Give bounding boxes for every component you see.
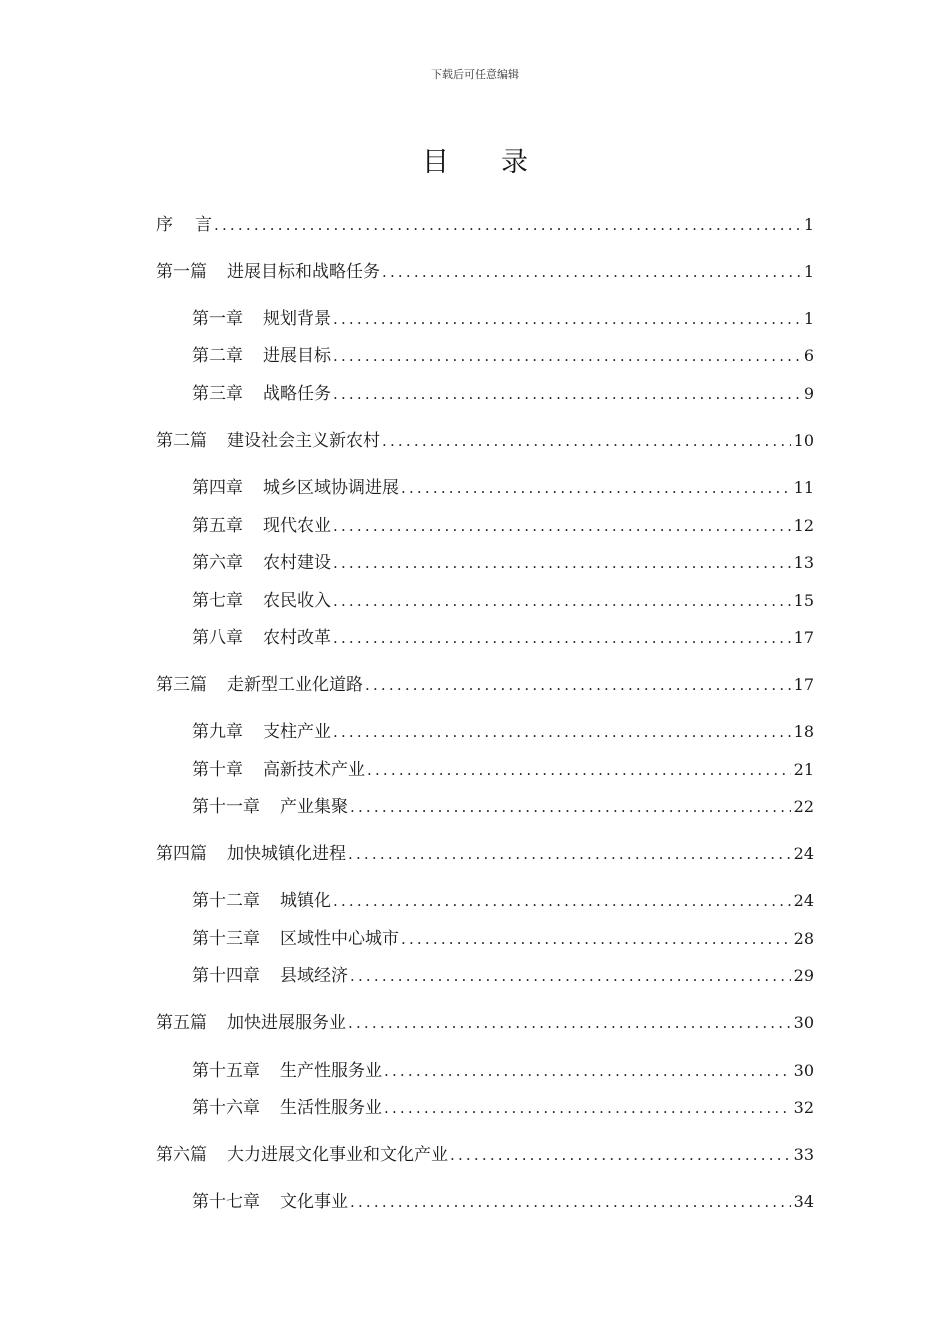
- toc-entry-title: 城乡区域协调进展: [263, 478, 399, 498]
- toc-page-number: 24: [793, 891, 814, 910]
- toc-page-number: 30: [793, 1013, 814, 1032]
- toc-entry-title: 战略任务: [263, 384, 331, 404]
- toc-dot-leader: [333, 721, 791, 743]
- toc-part-entry[interactable]: [156, 843, 814, 865]
- toc-chapter-entry[interactable]: [192, 383, 814, 405]
- toc-entry-title: 加快城镇化进程: [227, 844, 346, 864]
- toc-page-number: 13: [793, 553, 814, 572]
- toc-entry-number: 第十五章: [192, 1061, 260, 1081]
- toc-page-number: 29: [793, 966, 814, 985]
- toc-dot-leader: [350, 1191, 791, 1213]
- toc-entry-number: 第十四章: [192, 966, 260, 986]
- toc-page-number: 12: [793, 516, 814, 535]
- toc-page-number: 1: [803, 309, 814, 328]
- toc-part-entry[interactable]: [156, 261, 814, 283]
- toc-part-entry[interactable]: [156, 430, 814, 452]
- toc-page-number: 32: [793, 1098, 814, 1117]
- toc-dot-leader: [382, 261, 801, 283]
- toc-dot-leader: [450, 1144, 791, 1166]
- toc-dot-leader: [384, 1097, 791, 1119]
- toc-chapter-entry[interactable]: [192, 796, 814, 818]
- toc-chapter-entry[interactable]: [192, 965, 814, 987]
- toc-entry-number: 第三章: [192, 384, 243, 404]
- toc-entry-title: 产业集聚: [280, 797, 348, 817]
- toc-entry-title: 进展目标和战略任务: [227, 262, 380, 282]
- toc-page-number: 30: [793, 1061, 814, 1080]
- toc-dot-leader: [333, 590, 791, 612]
- toc-entry-title: 大力进展文化事业和文化产业: [227, 1145, 448, 1165]
- toc-dot-leader: [333, 308, 801, 330]
- toc-entry-number: 第四篇: [156, 844, 207, 864]
- toc-dot-leader: [333, 627, 791, 649]
- toc-entry-number: 第十七章: [192, 1192, 260, 1212]
- toc-dot-leader: [333, 383, 801, 405]
- toc-page-number: 1: [803, 215, 814, 234]
- toc-entry-title: 农村建设: [263, 553, 331, 573]
- toc-entry-number: 第六篇: [156, 1145, 207, 1165]
- toc-entry-number: 第五篇: [156, 1013, 207, 1033]
- toc-entry-number: 第十二章: [192, 891, 260, 911]
- toc-entry-number: 第四章: [192, 478, 243, 498]
- toc-dot-leader: [384, 1060, 791, 1082]
- toc-dot-leader: [214, 214, 801, 236]
- toc-entry-number: 序: [156, 215, 173, 235]
- toc-entry-number: 第九章: [192, 722, 243, 742]
- toc-entry-title: 走新型工业化道路: [227, 675, 363, 695]
- toc-page-number: 17: [793, 628, 814, 647]
- toc-entry-title: 加快进展服务业: [227, 1013, 346, 1033]
- toc-page-number: 28: [793, 929, 814, 948]
- toc-page-number: 17: [793, 675, 814, 694]
- toc-dot-leader: [348, 843, 791, 865]
- toc-entry-number: 第六章: [192, 553, 243, 573]
- toc-entry-number: 第十三章: [192, 929, 260, 949]
- toc-chapter-entry[interactable]: [192, 345, 814, 367]
- toc-dot-leader: [333, 515, 791, 537]
- toc-chapter-entry[interactable]: [192, 552, 814, 574]
- toc-entry-title: 建设社会主义新农村: [227, 431, 380, 451]
- toc-entry-title: 现代农业: [263, 516, 331, 536]
- toc-entry-title: 农村改革: [263, 628, 331, 648]
- toc-page-number: 24: [793, 844, 814, 863]
- toc-entry-title: 生产性服务业: [280, 1061, 382, 1081]
- toc-dot-leader: [350, 796, 791, 818]
- toc-dot-leader: [382, 430, 791, 452]
- toc-chapter-entry[interactable]: [192, 759, 814, 781]
- toc-entry-title: 生活性服务业: [280, 1098, 382, 1118]
- toc-page-number: 10: [793, 431, 814, 450]
- toc-chapter-entry[interactable]: [192, 515, 814, 537]
- toc-chapter-entry[interactable]: [192, 1060, 814, 1082]
- toc-dot-leader: [333, 890, 791, 912]
- toc-entry-title: 高新技术产业: [263, 760, 365, 780]
- toc-page-number: 11: [793, 478, 814, 497]
- toc-entry-number: 第十一章: [192, 797, 260, 817]
- toc-chapter-entry[interactable]: [192, 890, 814, 912]
- toc-entry-title: 农民收入: [263, 591, 331, 611]
- toc-dot-leader: [348, 1012, 791, 1034]
- toc-chapter-entry[interactable]: [192, 627, 814, 649]
- toc-entry-number: 第十章: [192, 760, 243, 780]
- toc-chapter-entry[interactable]: [192, 928, 814, 950]
- toc-entry-title: 城镇化: [280, 891, 331, 911]
- toc-page-number: 15: [793, 591, 814, 610]
- toc-entry-number: 第八章: [192, 628, 243, 648]
- toc-page-number: 9: [803, 384, 814, 403]
- toc-entry-title: 县域经济: [280, 966, 348, 986]
- page-header-note: 下载后可任意编辑: [431, 68, 519, 81]
- toc-entry-number: 第二章: [192, 346, 243, 366]
- toc-entry-number: 第五章: [192, 516, 243, 536]
- toc-dot-leader: [365, 674, 791, 696]
- toc-page-number: 34: [793, 1192, 814, 1211]
- toc-chapter-entry[interactable]: [192, 308, 814, 330]
- toc-chapter-entry[interactable]: [192, 1097, 814, 1119]
- toc-chapter-entry[interactable]: [192, 590, 814, 612]
- toc-chapter-entry[interactable]: [192, 1191, 814, 1213]
- toc-entry-title: 区域性中心城市: [280, 929, 399, 949]
- toc-entry-title: 文化事业: [280, 1192, 348, 1212]
- toc-entry-title: 言: [195, 215, 212, 235]
- toc-entry-number: 第二篇: [156, 431, 207, 451]
- toc-dot-leader: [333, 552, 791, 574]
- toc-page-number: 21: [793, 760, 814, 779]
- toc-chapter-entry[interactable]: [192, 721, 814, 743]
- toc-entry-title: 支柱产业: [263, 722, 331, 742]
- toc-dot-leader: [350, 965, 791, 987]
- toc-page-number: 6: [803, 346, 814, 365]
- toc-part-entry[interactable]: [156, 1012, 814, 1034]
- toc-page-number: 33: [793, 1145, 814, 1164]
- toc-entry-number: 第十六章: [192, 1098, 260, 1118]
- toc-dot-leader: [401, 928, 791, 950]
- toc-entry-number: 第七章: [192, 591, 243, 611]
- toc-entry-number: 第一章: [192, 309, 243, 329]
- toc-preface-entry[interactable]: [156, 214, 814, 236]
- toc-page-number: 22: [793, 797, 814, 816]
- toc-page-number: 18: [793, 722, 814, 741]
- toc-page-number: 1: [803, 262, 814, 281]
- toc-entry-number: 第一篇: [156, 262, 207, 282]
- toc-entry-title: 进展目标: [263, 346, 331, 366]
- toc-title: 目录: [422, 147, 580, 178]
- toc-part-entry[interactable]: [156, 1144, 814, 1166]
- toc-dot-leader: [401, 477, 791, 499]
- toc-entry-number: 第三篇: [156, 675, 207, 695]
- toc-part-entry[interactable]: [156, 674, 814, 696]
- toc-dot-leader: [333, 345, 801, 367]
- toc-dot-leader: [367, 759, 791, 781]
- toc-chapter-entry[interactable]: [192, 477, 814, 499]
- toc-entry-title: 规划背景: [263, 309, 331, 329]
